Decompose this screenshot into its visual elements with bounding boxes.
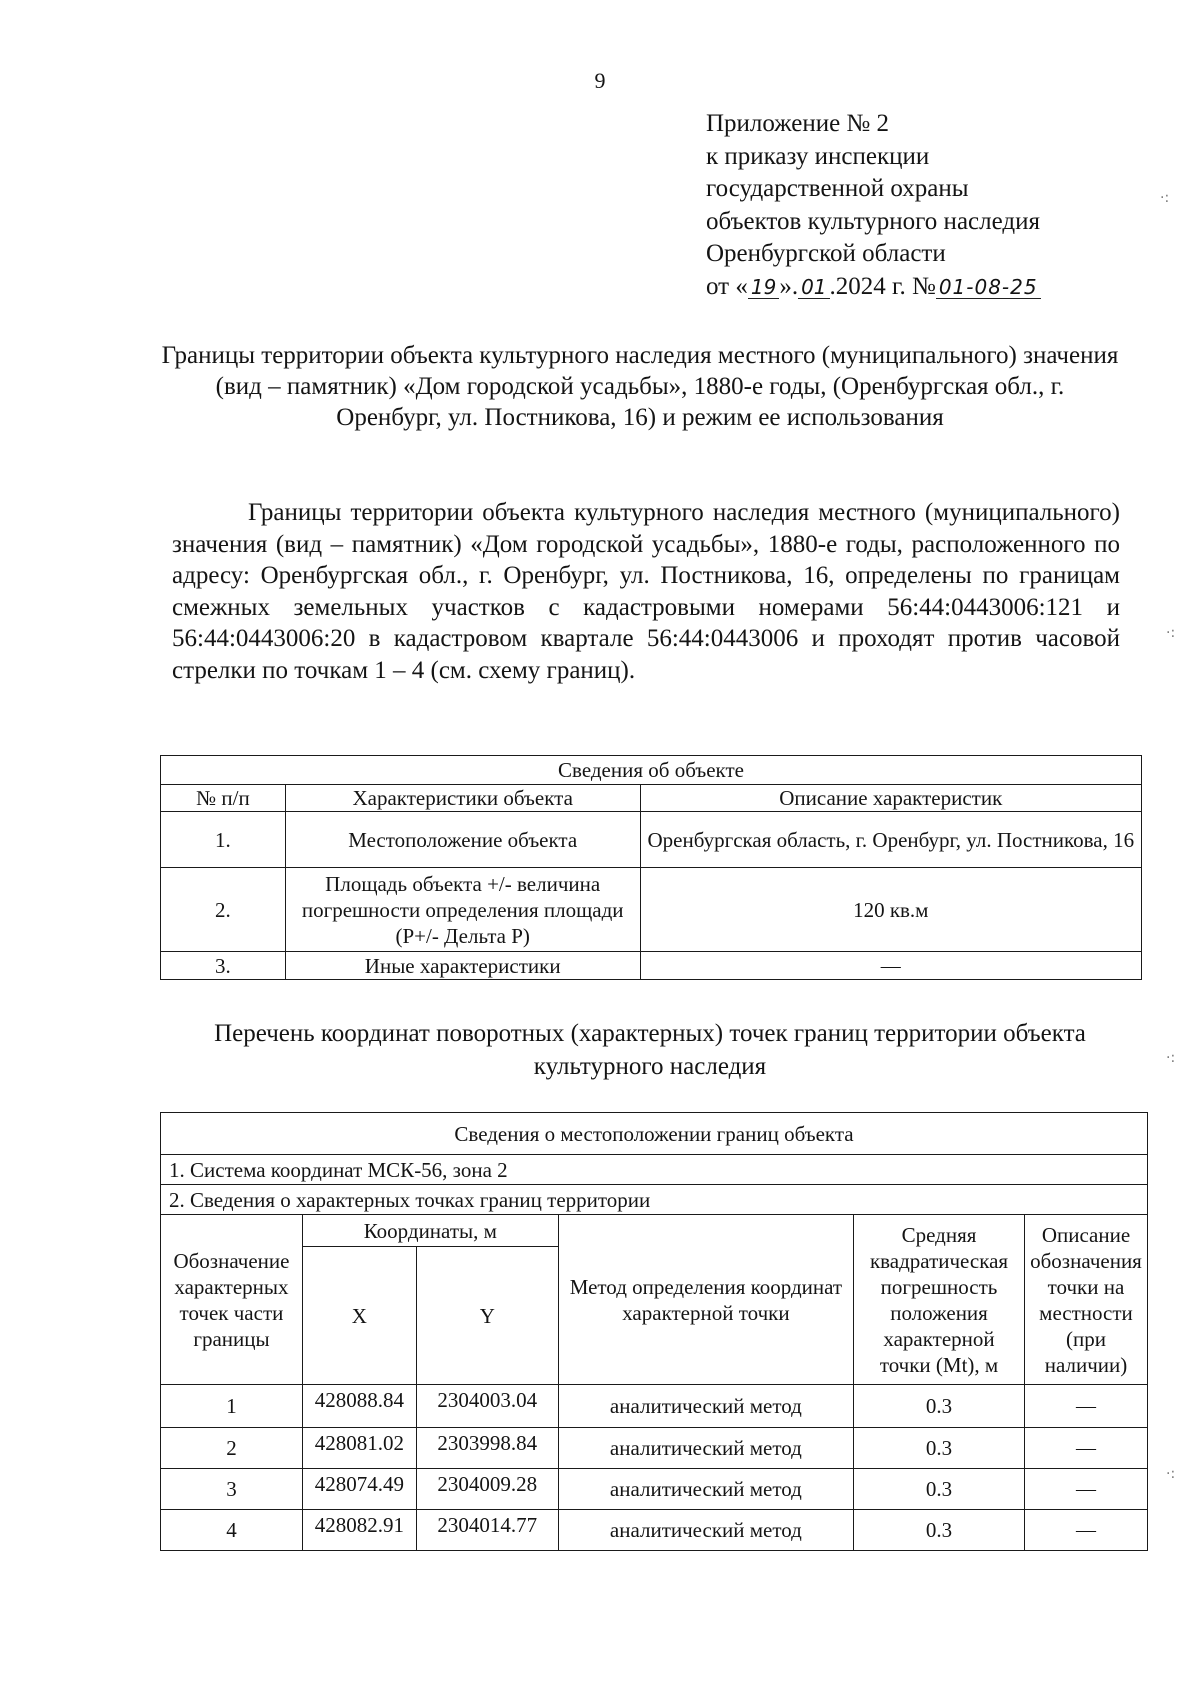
table-row xyxy=(161,1510,1148,1551)
point-id: 3 xyxy=(161,1469,303,1510)
row-description: — xyxy=(640,952,1141,980)
appendix-date-line xyxy=(706,271,1041,304)
handwritten-month: 01 xyxy=(798,276,829,299)
document-title: Границы территории объекта культурного наследия местного (муниципального) значения (вид – памятник) «Дом городской усадьбы», 1880-е годы, (Оренбургская обл., г. Оренбург, ул. Постникова, 16) и режим ее использования xyxy=(161,342,1119,431)
coordinate-x: 428074.49 xyxy=(302,1469,416,1510)
point-description: — xyxy=(1024,1428,1147,1469)
handwritten-order-number: 01-08-25 xyxy=(936,276,1041,299)
point-description: — xyxy=(1024,1385,1147,1428)
coordinate-y: 2304014.77 xyxy=(416,1510,558,1551)
scan-mark: ·: xyxy=(1166,625,1176,641)
table-row xyxy=(161,1469,1148,1510)
appendix-line-1: Приложение № 2 xyxy=(706,110,890,137)
row-characteristic: Иные характеристики xyxy=(285,952,640,980)
points-section-title: 2. Сведения о характерных точках границ территории xyxy=(161,1185,1148,1215)
point-id: 4 xyxy=(161,1510,303,1551)
row-characteristic: Площадь объекта +/- величина погрешности определения площади (Р+/- Дельта Р) xyxy=(285,868,640,952)
coordinates-subtitle: Перечень координат поворотных (характерных) точек границ территории объекта культурного наследия xyxy=(214,1020,1086,1080)
appendix-line-3: государственной охраны xyxy=(706,175,969,202)
coordinate-x: 428088.84 xyxy=(302,1385,416,1428)
coordinates-table-caption: Сведения о местоположении границ объекта xyxy=(161,1113,1148,1155)
object-header-num: № п/п xyxy=(161,785,286,812)
appendix-line-4: объектов культурного наследия xyxy=(706,207,1040,235)
object-table-caption: Сведения об объекте xyxy=(161,756,1142,785)
header-y: Y xyxy=(416,1247,558,1385)
body-paragraph: Границы территории объекта культурного наследия местного (муниципального) значения (вид – памятник) «Дом городской усадьбы», 1880-е годы, расположенного по адресу: Оренбургская обл., г. Оренбург, ул. Постникова, 16, определены по границам смежных земельных участков с кадастровыми номерами 56:44:0443006:121 и 56:44:0443006:20 в кадастровом квартале 56:44:0443006 и проходят против часовой стрелки по точкам 1 – 4 (см. схему границ). xyxy=(172,499,1120,684)
determination-method: аналитический метод xyxy=(558,1385,853,1428)
point-description: — xyxy=(1024,1469,1147,1510)
handwritten-day: 19 xyxy=(748,276,779,299)
appendix-line-5: Оренбургской области xyxy=(706,240,946,267)
determination-method: аналитический метод xyxy=(558,1469,853,1510)
table-row xyxy=(161,868,1142,952)
accuracy-mt: 0.3 xyxy=(854,1469,1025,1510)
table-row xyxy=(161,952,1142,980)
determination-method: аналитический метод xyxy=(558,1428,853,1469)
scan-mark: ·: xyxy=(1166,1466,1176,1482)
point-id: 1 xyxy=(161,1385,303,1428)
header-method: Метод определения координат характерной точки xyxy=(558,1215,853,1385)
coordinate-y: 2303998.84 xyxy=(416,1428,558,1469)
date-prefix: от « xyxy=(706,272,748,300)
header-accuracy: Средняя квадратическая погрешность положения характерной точки (Mt), м xyxy=(854,1215,1025,1385)
appendix-line-2: к приказу инспекции xyxy=(706,142,930,170)
accuracy-mt: 0.3 xyxy=(854,1510,1025,1551)
header-x: X xyxy=(302,1247,416,1385)
determination-method: аналитический метод xyxy=(558,1510,853,1551)
coordinate-x: 428082.91 xyxy=(302,1510,416,1551)
accuracy-mt: 0.3 xyxy=(854,1428,1025,1469)
row-characteristic: Местоположение объекта xyxy=(285,812,640,868)
page-number: 9 xyxy=(594,68,606,93)
row-number: 3. xyxy=(161,952,286,980)
coordinates-table xyxy=(160,1112,1148,1551)
row-number: 1. xyxy=(161,812,286,868)
accuracy-mt: 0.3 xyxy=(854,1385,1025,1428)
coordinate-y: 2304009.28 xyxy=(416,1469,558,1510)
coordinate-system: 1. Система координат МСК-56, зона 2 xyxy=(161,1155,1148,1185)
table-row xyxy=(161,1385,1148,1428)
date-separator: ». xyxy=(779,272,799,300)
object-header-value: Описание характеристик xyxy=(640,785,1141,812)
table-row xyxy=(161,1428,1148,1469)
coordinate-x: 428081.02 xyxy=(302,1428,416,1469)
appendix-header xyxy=(706,108,1041,303)
coordinate-y: 2304003.04 xyxy=(416,1385,558,1428)
scan-mark: ·: xyxy=(1160,190,1170,206)
object-info-table xyxy=(160,755,1142,980)
row-number: 2. xyxy=(161,868,286,952)
point-id: 2 xyxy=(161,1428,303,1469)
row-description: 120 кв.м xyxy=(640,868,1141,952)
row-description: Оренбургская область, г. Оренбург, ул. Постникова, 16 xyxy=(640,812,1141,868)
point-description: — xyxy=(1024,1510,1147,1551)
date-year: .2024 г. № xyxy=(829,272,936,300)
table-row xyxy=(161,812,1142,868)
header-coordinates: Координаты, м xyxy=(302,1215,558,1247)
header-description: Описание обозначения точки на местности (при наличии) xyxy=(1024,1215,1147,1385)
object-header-name: Характеристики объекта xyxy=(285,785,640,812)
scan-mark: ·: xyxy=(1166,1050,1176,1066)
header-point-designation: Обозначение характерных точек части границы xyxy=(161,1215,303,1385)
